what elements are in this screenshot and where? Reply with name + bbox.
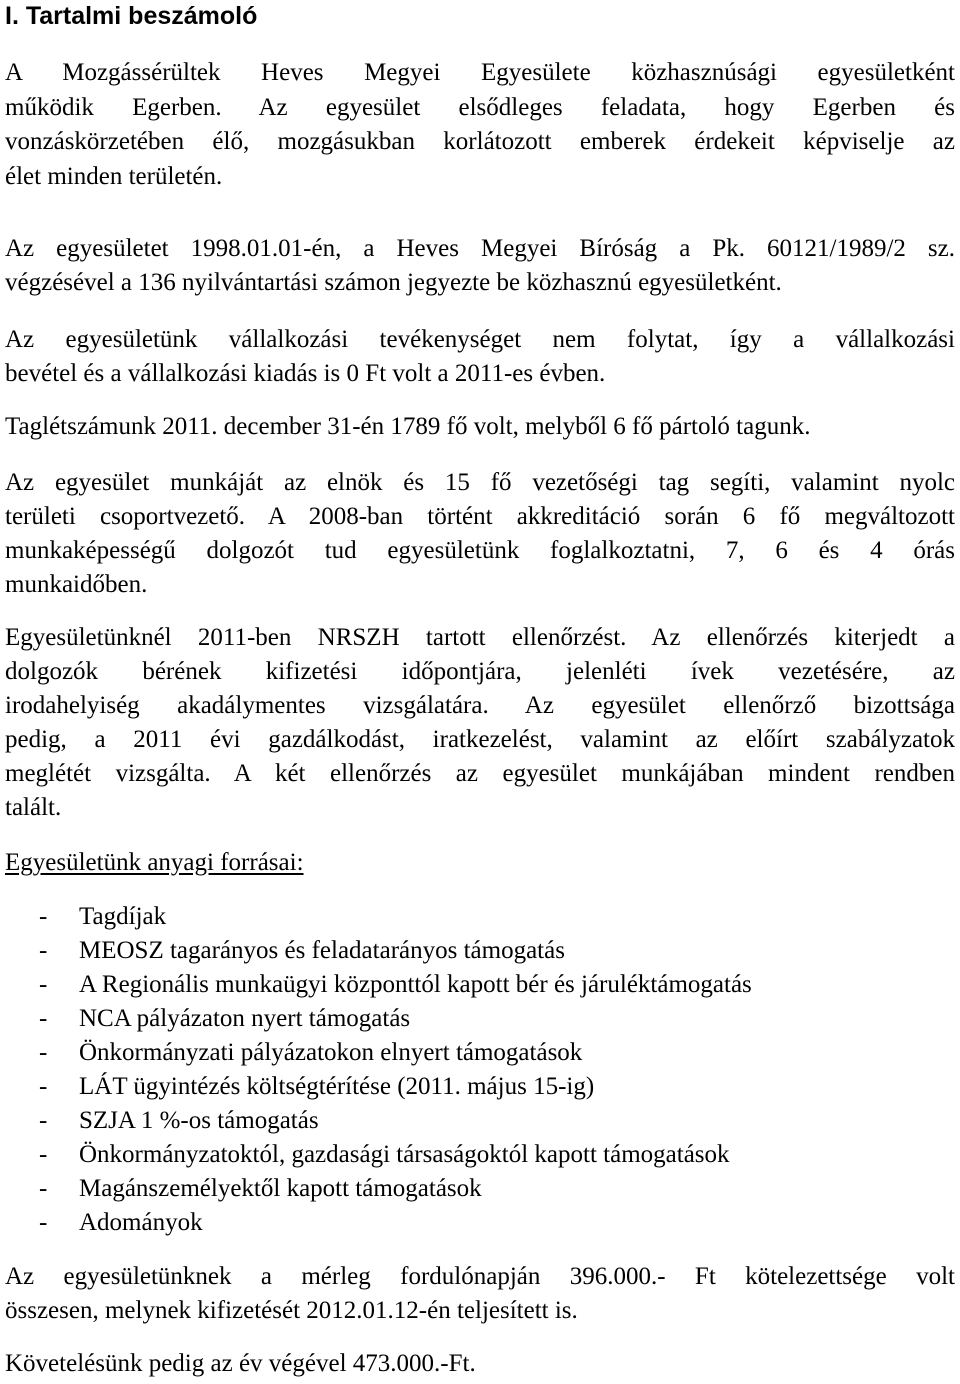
list-item-text: Tagdíjak	[79, 903, 167, 930]
paragraph-business-line: bevétel és a vállalkozási kiadás is 0 Ft volt a 2011-es évben.	[5, 360, 606, 387]
paragraph-inspection-line: talált.	[5, 794, 62, 821]
paragraph-registration-line: Az egyesületet 1998.01.01-én, a Heves Megyei Bíróság a Pk. 60121/1989/2 sz.	[5, 235, 955, 262]
paragraph-inspection-line: pedig, a 2011 évi gazdálkodást, iratkezelést, valamint az előírt szabályzatok	[5, 726, 955, 753]
paragraph-intro-line: A Mozgássérültek Heves Megyei Egyesülete közhasznúsági egyesületként	[5, 59, 955, 86]
paragraph-inspection-line: irodahelyiség akadálymentes vizsgálatára. Az egyesület ellenőrző bizottsága	[5, 692, 955, 719]
paragraph-leadership-line: munkaképességű dolgozót tud egyesületünk foglalkoztatni, 7, 6 és 4 órás	[5, 537, 955, 564]
list-item-text: Önkormányzati pályázatokon elnyert támogatások	[79, 1039, 583, 1066]
paragraph-business-line: Az egyesületünk vállalkozási tevékenységet nem folytat, így a vállalkozási	[5, 326, 955, 353]
bullet-dash: -	[39, 1107, 48, 1134]
paragraph-liabilities-line: összesen, melynek kifizetését 2012.01.12-én teljesített is.	[5, 1297, 578, 1324]
paragraph-inspection-line: Egyesületünknél 2011-ben NRSZH tartott ellenőrzést. Az ellenőrzés kiterjedt a	[5, 624, 955, 651]
list-item-text: Adományok	[79, 1209, 203, 1236]
paragraph-inspection-line: meglétét vizsgálta. A két ellenőrzés az egyesület munkájában mindent rendben	[5, 760, 955, 787]
bullet-dash: -	[39, 1141, 48, 1168]
bullet-dash: -	[39, 937, 48, 964]
bullet-dash: -	[39, 903, 48, 930]
paragraph-intro-line: működik Egerben. Az egyesület elsődleges feladata, hogy Egerben és	[5, 94, 955, 121]
section-title: I. Tartalmi beszámoló	[5, 2, 258, 30]
bullet-dash: -	[39, 1039, 48, 1066]
bullet-dash: -	[39, 1005, 48, 1032]
paragraph-liabilities-line: Az egyesületünknek a mérleg fordulónapján 396.000.- Ft kötelezettsége volt	[5, 1263, 955, 1290]
paragraph-registration-line: végzésével a 136 nyilvántartási számon jegyezte be közhasznú egyesületként.	[5, 269, 782, 296]
list-item-text: Magánszemélyektől kapott támogatások	[79, 1175, 482, 1202]
list-item-text: Önkormányzatoktól, gazdasági társaságoktól kapott támogatások	[79, 1141, 730, 1168]
paragraph-intro-line: élet minden területén.	[5, 163, 223, 190]
paragraph-leadership-line: területi csoportvezető. A 2008-ban történt akkreditáció során 6 fő megváltozott	[5, 503, 955, 530]
bullet-dash: -	[39, 1073, 48, 1100]
list-item-text: LÁT ügyintézés költségtérítése (2011. május 15-ig)	[79, 1073, 595, 1100]
paragraph-membership-line: Taglétszámunk 2011. december 31-én 1789 fő volt, melyből 6 fő pártoló tagunk.	[5, 413, 811, 440]
list-item-text: NCA pályázaton nyert támogatás	[79, 1005, 411, 1032]
list-item-text: SZJA 1 %-os támogatás	[79, 1107, 319, 1134]
list-item-text: MEOSZ tagarányos és feladatarányos támogatás	[79, 937, 565, 964]
paragraph-leadership-line: Az egyesület munkáját az elnök és 15 fő vezetőségi tag segíti, valamint nyolc	[5, 469, 955, 496]
paragraph-receivables-line: Követelésünk pedig az év végével 473.000.-Ft.	[5, 1350, 476, 1377]
bullet-dash: -	[39, 971, 48, 998]
bullet-dash: -	[39, 1175, 48, 1202]
list-item-text: A Regionális munkaügyi központtól kapott bér és járuléktámogatás	[79, 971, 752, 998]
sources-heading: Egyesületünk anyagi forrásai:	[5, 849, 304, 876]
paragraph-inspection-line: dolgozók bérének kifizetési időpontjára, jelenléti ívek vezetésére, az	[5, 658, 955, 685]
bullet-dash: -	[39, 1209, 48, 1236]
paragraph-intro-line: vonzáskörzetében élő, mozgásukban korlátozott emberek érdekeit képviselje az	[5, 128, 955, 155]
paragraph-leadership-line: munkaidőben.	[5, 571, 148, 598]
